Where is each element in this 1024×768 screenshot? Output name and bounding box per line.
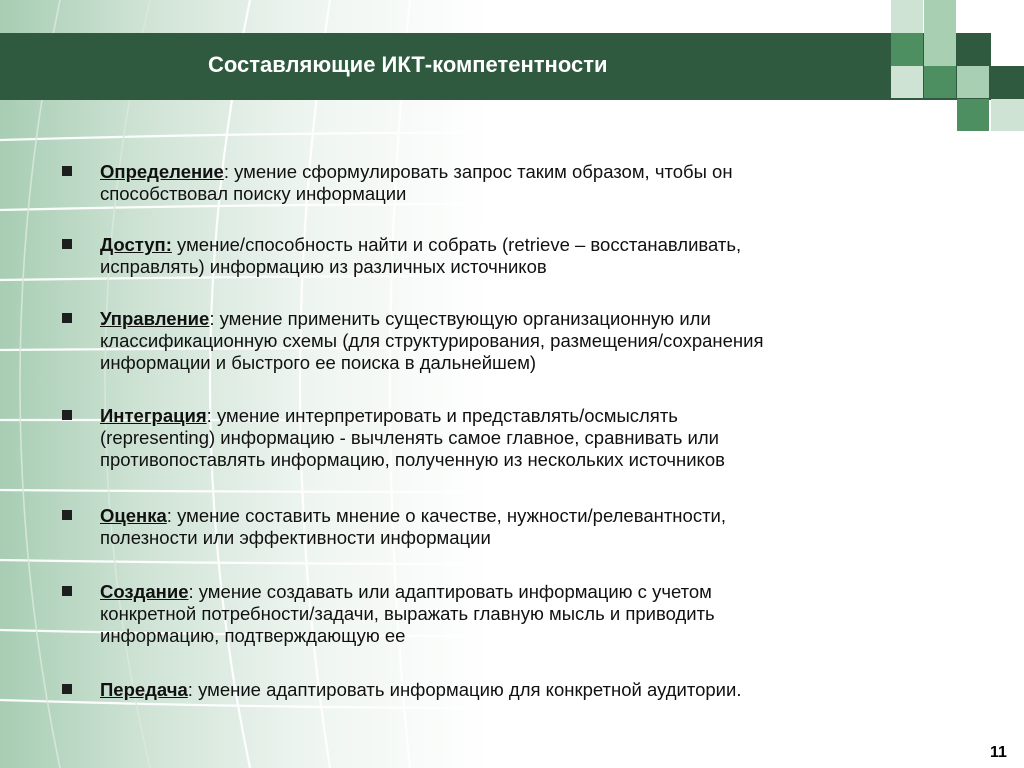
item-line: информацию, подтверждающую ее <box>100 625 406 646</box>
item-line: исправлять) информацию из различных источников <box>100 256 547 277</box>
item-line: (representing) информацию - вычленять самое главное, сравнивать или <box>100 427 719 448</box>
square-bullet-icon <box>62 239 72 249</box>
item-line: умение интерпретировать и представлять/осмыслять <box>216 405 678 426</box>
item-text: Интеграция: умение интерпретировать и представлять/осмыслять (representing) информацию - вычленять самое главное, сравнивать или противопоставлять информацию, полученную из нескольких источников <box>100 405 725 470</box>
item-text: Передача: умение адаптировать информацию для конкретной аудитории. <box>100 679 742 700</box>
item-term: Оценка <box>100 505 167 526</box>
item-line: умение/способность найти и собрать (retrieve – восстанавливать, <box>177 234 742 255</box>
square-bullet-icon <box>62 684 72 694</box>
item-line: конкретной потребности/задачи, выражать главную мысль и приводить <box>100 603 715 624</box>
square-bullet-icon <box>62 166 72 176</box>
item-term: Управление <box>100 308 210 329</box>
square-bullet-icon <box>62 313 72 323</box>
item-line: умение адаптировать информацию для конкретной аудитории. <box>198 679 742 700</box>
item-line: умение применить существующую организационную или <box>219 308 711 329</box>
item-term: Интеграция <box>100 405 207 426</box>
item-line: умение создавать или адаптировать информацию с учетом <box>198 581 712 602</box>
item-line: противопоставлять информацию, полученную из нескольких источников <box>100 449 725 470</box>
item-line: классификационную схемы (для структурирования, размещения/сохранения <box>100 330 764 351</box>
item-line: полезности или эффективности информации <box>100 527 491 548</box>
square-bullet-icon <box>62 410 72 420</box>
item-line: способствовал поиску информации <box>100 183 407 204</box>
item-term: Доступ: <box>100 234 172 255</box>
item-term: Создание <box>100 581 189 602</box>
item-term: Определение <box>100 161 224 182</box>
item-line: умение составить мнение о качестве, нужности/релевантности, <box>177 505 727 526</box>
item-text: Оценка: умение составить мнение о качестве, нужности/релевантности, полезности или эффективности информации <box>100 505 727 548</box>
slide-title: Составляющие ИКТ-компетентности <box>208 52 608 77</box>
item-line: умение сформулировать запрос таким образом, чтобы он <box>234 161 733 182</box>
square-bullet-icon <box>62 510 72 520</box>
item-line: информации и быстрого ее поиска в дальнейшем) <box>100 352 537 373</box>
item-text: Определение: умение сформулировать запрос таким образом, чтобы он способствовал поиску информации <box>100 161 733 204</box>
item-text: Управление: умение применить существующую организационную или классификационную схемы (для структурирования, размещения/сохранения информации и быстрого ее поиска в дальнейшем) <box>100 308 764 373</box>
item-text <box>100 234 960 278</box>
item-text: Создание: умение создавать или адаптировать информацию с учетом конкретной потребности/задачи, выражать главную мысль и приводить информацию, подтверждающую ее <box>100 581 715 646</box>
square-bullet-icon <box>62 586 72 596</box>
item-term: Передача <box>100 679 188 700</box>
page-number: 11 <box>990 744 1007 761</box>
